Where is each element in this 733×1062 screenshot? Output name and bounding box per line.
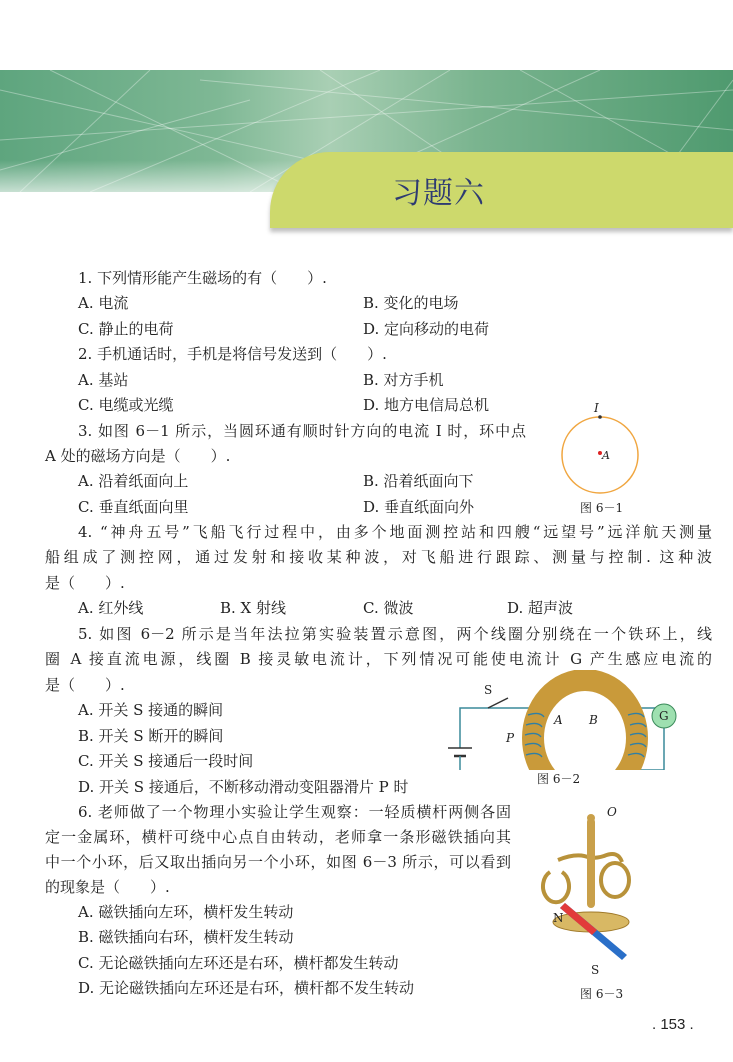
q1-option-c: C. 静止的电荷 (78, 320, 174, 338)
fig2-coil-a-label: A (554, 713, 563, 727)
fig3-south-label: S (591, 963, 600, 977)
q6-option-d: D. 无论磁铁插向左环还是右环，横杆都不发生转动 (78, 979, 415, 997)
q2-option-d: D. 地方电信局总机 (363, 396, 490, 414)
q2-option-c: C. 电缆或光缆 (78, 396, 174, 414)
figure-6-3-apparatus (530, 810, 640, 980)
q4-option-a: A. 红外线 (78, 599, 144, 617)
title-tab (270, 152, 733, 228)
q4-option-c: C. 微波 (363, 599, 414, 617)
fig3-pivot-label: O (607, 805, 617, 819)
q3-stem-line2: A 处的磁场方向是（ ）. (45, 447, 231, 465)
q5-option-b: B. 开关 S 断开的瞬间 (78, 727, 224, 745)
fig1-current-label: I (594, 401, 599, 415)
banner-fade (0, 160, 300, 230)
q2-stem: 2. 手机通话时，手机是将信号发送到（ ）. (78, 345, 387, 363)
q1-option-d: D. 定向移动的电荷 (363, 320, 490, 338)
q5-stem-line3: 是（ ）. (45, 676, 125, 694)
q5-stem-line1: 5. 如图 6－2 所示是当年法拉第实验装置示意图，两个线圈分别绕在一个铁环上，线 (78, 625, 712, 643)
page-number: . 153 . (652, 1016, 694, 1033)
figure-6-2-circuit (440, 670, 690, 770)
q5-stem-line2: 圈 A 接直流电源，线圈 B 接灵敏电流计，下列情况可能使电流计 G 产生感应电流的 (45, 650, 712, 668)
q4-option-b: B. X 射线 (220, 599, 287, 617)
q3-stem-line1: 3. 如图 6－1 所示，当圆环通有顺时针方向的电流 I 时，环中点 (78, 422, 526, 440)
q5-option-c: C. 开关 S 接通后一段时间 (78, 752, 254, 770)
q6-stem-line4: 的现象是（ ）. (45, 878, 170, 896)
fig1-point-label: A (602, 449, 610, 462)
q5-option-d: D. 开关 S 接通后，不断移动滑动变阻器滑片 P 时 (78, 778, 409, 796)
fig2-coil-b-label: B (589, 713, 598, 727)
q2-option-b: B. 对方手机 (363, 371, 444, 389)
q5-option-a: A. 开关 S 接通的瞬间 (78, 701, 224, 719)
q6-option-c: C. 无论磁铁插向左环还是右环，横杆都发生转动 (78, 954, 399, 972)
q6-stem-line1: 6. 老师做了一个物理小实验让学生观察：一轻质横杆两侧各固 (78, 803, 511, 821)
q3-option-a: A. 沿着纸面向上 (78, 472, 189, 490)
q1-option-a: A. 电流 (78, 294, 129, 312)
q1-option-b: B. 变化的电场 (363, 294, 459, 312)
q6-option-a: A. 磁铁插向左环，横杆发生转动 (78, 903, 294, 921)
q3-option-d: D. 垂直纸面向外 (363, 498, 475, 516)
fig3-caption: 图 6－3 (580, 987, 624, 1001)
q6-stem-line3: 中一个小环，后又取出插向另一个小环，如图 6－3 所示，可以看到 (45, 853, 511, 871)
q6-stem-line2: 定一金属环，横杆可绕中心点自由转动，老师拿一条形磁铁插向其 (45, 828, 511, 846)
q4-stem-line3: 是（ ）. (45, 574, 125, 592)
fig1-caption: 图 6－1 (580, 501, 624, 515)
q3-option-b: B. 沿着纸面向下 (363, 472, 474, 490)
q1-stem: 1. 下列情形能产生磁场的有（ ）. (78, 269, 327, 287)
fig3-north-label: N (553, 911, 564, 925)
q2-option-a: A. 基站 (78, 371, 129, 389)
q4-option-d: D. 超声波 (507, 599, 574, 617)
fig2-galvanometer-label: G (659, 709, 669, 723)
q6-option-b: B. 磁铁插向右环，横杆发生转动 (78, 928, 294, 946)
fig2-slider-label: P (506, 731, 515, 745)
fig2-switch-label: S (484, 683, 493, 697)
fig2-caption: 图 6－2 (537, 772, 581, 786)
q4-stem-line1: 4. “神舟五号”飞船飞行过程中，由多个地面测控站和四艘“远望号”远洋航天测量 (78, 523, 712, 541)
page-title: 习题六 (392, 176, 485, 211)
q3-option-c: C. 垂直纸面向里 (78, 498, 189, 516)
q4-stem-line2: 船组成了测控网，通过发射和接收某种波，对飞船进行跟踪、测量与控制. 这种波 (45, 548, 712, 566)
